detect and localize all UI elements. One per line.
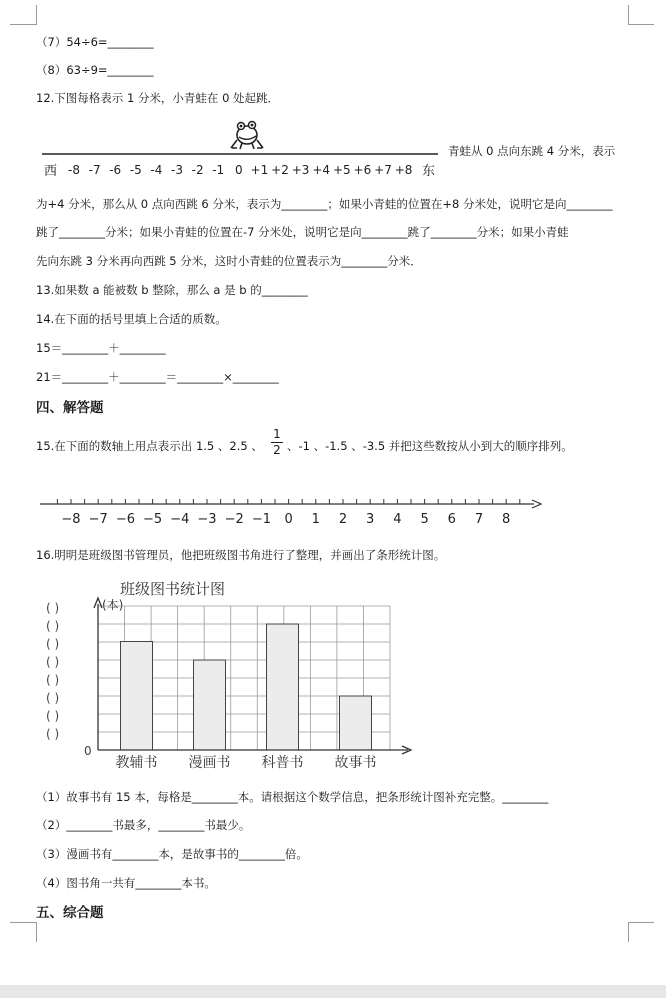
crop-mark-bottom-left (36, 922, 37, 942)
q12-tick-label: -1 (212, 163, 225, 177)
question-14-line1: 15＝________＋________ (36, 341, 166, 355)
q15-tick-label: 0 (284, 512, 293, 527)
q12-tick-label: -5 (129, 163, 142, 177)
axis-east-label: 东 (422, 164, 436, 179)
chart-y-tick-label: ( ) (46, 691, 60, 705)
chart-y-tick-label: ( ) (46, 601, 60, 615)
question-12-title: 12.下图每格表示 1 分米，小青蛙在 0 处起跳． (36, 91, 280, 105)
q12-tick-label: +4 (312, 163, 331, 177)
q12-tick-label: -7 (88, 163, 101, 177)
crop-mark-bottom-left-h (10, 922, 36, 923)
question-12-line1: 为+4 分米，那么从 0 点向西跳 6 分米，表示为________；如果小青蛙的位置在+8 分米处，说明它是向________ (36, 197, 613, 211)
question-15-suffix: 、-1 、-1.5 、-3.5 并把这些数按从小到大的顺序排列。 (287, 439, 573, 453)
chart-x-tick-label: 故事书 (334, 755, 377, 771)
crop-mark-top-left-h (10, 24, 36, 25)
bar-chart (40, 572, 420, 778)
question-16-sub3: （3）漫画书有________本，是故事书的________倍。 (36, 847, 308, 861)
fraction-one-half (271, 428, 283, 457)
q15-tick-label: −7 (88, 512, 108, 527)
q15-tick-label: −1 (251, 512, 271, 527)
question-16-sub2: （2）________书最多，________书最少。 (36, 818, 251, 832)
chart-x-tick-label: 教辅书 (115, 755, 158, 771)
chart-y-tick-label: 0 (84, 744, 92, 758)
chart-y-unit: (本) (102, 598, 124, 612)
crop-mark-bottom-right (628, 922, 629, 942)
q15-tick-label: −3 (197, 512, 217, 527)
question-15-prefix: 15.在下面的数轴上用点表示出 1.5 、2.5 、 (36, 439, 263, 453)
q15-tick-label: 5 (420, 512, 429, 527)
chart-y-tick-label: ( ) (46, 727, 60, 741)
chart-bar (121, 642, 153, 751)
q12-tick-label: +8 (394, 163, 413, 177)
q12-tick-label: +1 (250, 163, 269, 177)
question-12-line2: 跳了________分米；如果小青蛙的位置在-7 分米处，说明它是向________跳了________分米；如果小青蛙 (36, 225, 569, 239)
chart-bar (340, 696, 372, 750)
q15-tick-label: 2 (338, 512, 348, 527)
bottom-scroll-bar (0, 985, 666, 998)
question-13: 13.如果数 a 能被数 b 整除，那么 a 是 b 的________ (36, 283, 308, 297)
question-14-title: 14.在下面的括号里填上合适的质数。 (36, 312, 227, 326)
chart-y-tick-label: ( ) (46, 709, 60, 723)
q15-tick-label: −4 (170, 512, 190, 527)
question-16-sub4: （4）图书角一共有________本书。 (36, 876, 216, 890)
q12-tick-label: +2 (271, 163, 289, 177)
question-14-line2: 21＝________＋________＝________×________ (36, 370, 279, 384)
chart-y-tick-label: ( ) (46, 673, 60, 687)
crop-mark-top-right-h (628, 24, 654, 25)
q15-tick-label: 3 (366, 512, 375, 527)
q15-tick-label: 8 (502, 512, 511, 527)
q15-tick-label: 4 (393, 512, 402, 527)
q15-tick-label: 7 (474, 512, 484, 527)
chart-bar (267, 624, 299, 750)
q15-tick-label: 1 (311, 512, 320, 527)
q12-tick-label: -8 (68, 163, 80, 177)
chart-y-tick-label: ( ) (46, 655, 60, 669)
q15-tick-label: −2 (224, 512, 244, 527)
q12-tick-label: +3 (291, 163, 310, 177)
section-4-heading: 四、解答题 (36, 400, 104, 416)
q15-tick-label: −5 (143, 512, 163, 527)
chart-x-tick-label: 漫画书 (188, 755, 231, 771)
q15-tick-label: −8 (61, 512, 81, 527)
chart-title: 班级图书统计图 (120, 580, 226, 598)
q12-tick-label: -2 (191, 163, 204, 177)
chart-x-tick-label: 科普书 (261, 755, 304, 771)
chart-y-tick-label: ( ) (46, 619, 60, 633)
q12-tick-label: 0 (234, 163, 243, 177)
question-7: （7）54÷6=________ (36, 35, 154, 49)
axis-west-label: 西 (44, 164, 58, 179)
q12-tick-label: -4 (150, 163, 163, 177)
question-16-sub1: （1）故事书有 15 本，每格是________本。请根据这个数学信息，把条形统计图补充完整。________ (36, 790, 549, 804)
crop-mark-top-right (628, 5, 629, 25)
q15-tick-label: 6 (447, 512, 456, 527)
q12-tick-label: -6 (109, 163, 122, 177)
chart-bar (194, 660, 226, 750)
q15-tick-label: −6 (115, 512, 135, 527)
fraction-denominator: 2 (273, 443, 281, 457)
chart-y-tick-label: ( ) (46, 637, 60, 651)
frog-icon (228, 118, 266, 152)
question-16-title: 16.明明是班级图书管理员，他把班级图书角进行了整理，并画出了条形统计图。 (36, 548, 446, 562)
section-5-heading: 五、综合题 (36, 905, 104, 921)
question-12-line3: 先向东跳 3 分米再向西跳 5 分米，这时小青蛙的位置表示为________分米． (36, 254, 422, 268)
q12-tick-label: -3 (171, 163, 183, 177)
crop-mark-bottom-right-h (628, 922, 654, 923)
q12-tick-label: +5 (332, 163, 351, 177)
q12-tick-label: +6 (353, 163, 372, 177)
q15-number-line (38, 494, 542, 530)
question-8: （8）63÷9=________ (36, 63, 154, 77)
crop-mark-top-left (36, 5, 37, 25)
q12-tick-label: +7 (374, 163, 392, 177)
question-12-text-right: 青蛙从 0 点向东跳 4 分米，表示 (448, 144, 616, 158)
fraction-numerator: 1 (273, 427, 281, 441)
q12-number-line (40, 150, 440, 182)
